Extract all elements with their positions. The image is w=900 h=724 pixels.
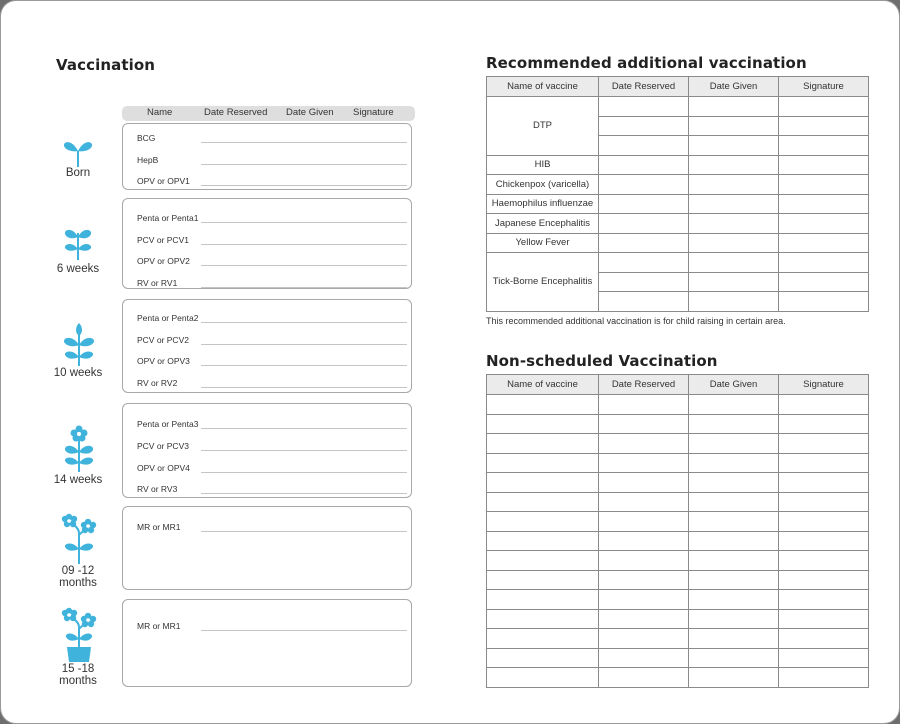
date-given-cell[interactable] (689, 512, 779, 532)
signature-cell[interactable] (779, 292, 869, 312)
table-row (487, 570, 869, 590)
date-given-cell[interactable] (689, 116, 779, 136)
table-row (487, 531, 869, 551)
col-signature: Signature (779, 375, 869, 395)
signature-cell[interactable] (779, 453, 869, 473)
entry-line[interactable] (201, 450, 407, 451)
signature-cell[interactable] (779, 97, 869, 117)
signature-cell[interactable] (779, 648, 869, 668)
vaccine-group-14-weeks (122, 403, 412, 498)
date-reserved-cell[interactable] (599, 590, 689, 610)
date-given-cell[interactable] (689, 175, 779, 195)
recommended-table (486, 76, 869, 312)
entry-line[interactable] (201, 493, 407, 494)
signature-cell[interactable] (779, 609, 869, 629)
date-reserved-cell[interactable] (599, 629, 689, 649)
date-given-cell[interactable] (689, 292, 779, 312)
date-reserved-cell[interactable] (599, 233, 689, 253)
vaccine-name: Haemophilus influenzae (487, 194, 599, 214)
age-line-1: 15 -18 (61, 663, 95, 675)
entry-line[interactable] (201, 265, 407, 266)
date-given-cell[interactable] (689, 668, 779, 688)
header-signature: Signature (353, 107, 394, 118)
date-given-cell[interactable] (689, 473, 779, 493)
entry-line[interactable] (201, 344, 407, 345)
signature-cell[interactable] (779, 590, 869, 610)
vaccine-name: Penta or Penta1 (137, 213, 199, 223)
name-cell[interactable] (487, 492, 599, 512)
signature-cell[interactable] (779, 434, 869, 454)
name-cell[interactable] (487, 668, 599, 688)
name-cell[interactable] (487, 473, 599, 493)
col-date-given: Date Given (689, 375, 779, 395)
date-reserved-cell[interactable] (599, 434, 689, 454)
date-reserved-cell[interactable] (599, 648, 689, 668)
entry-line[interactable] (201, 142, 407, 143)
name-cell[interactable] (487, 414, 599, 434)
vaccine-name: MR or MR1 (137, 621, 181, 631)
flower-plant-icon (61, 425, 97, 473)
signature-cell[interactable] (779, 473, 869, 493)
signature-cell[interactable] (779, 214, 869, 234)
date-given-cell[interactable] (689, 395, 779, 415)
vaccine-name: HepB (137, 155, 159, 165)
name-cell[interactable] (487, 570, 599, 590)
col-name-of-vaccine: Name of vaccine (487, 77, 599, 97)
date-given-cell[interactable] (689, 194, 779, 214)
signature-cell[interactable] (779, 395, 869, 415)
sprout-icon (61, 223, 95, 261)
date-given-cell[interactable] (689, 414, 779, 434)
vaccine-name: MR or MR1 (137, 522, 181, 532)
date-given-cell[interactable] (689, 648, 779, 668)
date-given-cell[interactable] (689, 590, 779, 610)
signature-cell[interactable] (779, 233, 869, 253)
col-date-reserved: Date Reserved (599, 375, 689, 395)
flowering-plant-icon (60, 513, 100, 565)
vaccine-name: OPV or OPV4 (137, 463, 190, 473)
vaccine-name: Penta or Penta2 (137, 313, 199, 323)
date-reserved-cell[interactable] (599, 272, 689, 292)
table-row (487, 648, 869, 668)
date-reserved-cell[interactable] (599, 214, 689, 234)
age-label-10-weeks: 10 weeks (53, 367, 103, 379)
table-row (487, 629, 869, 649)
vaccine-name: PCV or PCV2 (137, 335, 189, 345)
date-reserved-cell[interactable] (599, 136, 689, 156)
date-given-cell[interactable] (689, 233, 779, 253)
name-cell[interactable] (487, 512, 599, 532)
entry-line[interactable] (201, 387, 407, 388)
entry-line[interactable] (201, 164, 407, 165)
name-cell[interactable] (487, 453, 599, 473)
recommended-title: Recommended additional vaccination (486, 54, 807, 72)
date-given-cell[interactable] (689, 272, 779, 292)
table-row (487, 551, 869, 571)
name-cell[interactable] (487, 395, 599, 415)
table-row (487, 453, 869, 473)
date-given-cell[interactable] (689, 629, 779, 649)
table-row (487, 395, 869, 415)
col-date-reserved: Date Reserved (599, 77, 689, 97)
signature-cell[interactable] (779, 414, 869, 434)
signature-cell[interactable] (779, 253, 869, 273)
table-row (487, 590, 869, 610)
header-date-given: Date Given (286, 107, 334, 118)
vaccine-name: Penta or Penta3 (137, 419, 199, 429)
date-given-cell[interactable] (689, 551, 779, 571)
vaccine-name: OPV or OPV2 (137, 256, 190, 266)
name-cell[interactable] (487, 590, 599, 610)
signature-cell[interactable] (779, 194, 869, 214)
vaccine-name: RV or RV2 (137, 378, 178, 388)
date-reserved-cell[interactable] (599, 395, 689, 415)
entry-line[interactable] (201, 472, 407, 473)
table-row (487, 473, 869, 493)
signature-cell[interactable] (779, 492, 869, 512)
vaccine-name: RV or RV3 (137, 484, 178, 494)
table-row (487, 434, 869, 454)
date-reserved-cell[interactable] (599, 551, 689, 571)
name-cell[interactable] (487, 648, 599, 668)
name-cell[interactable] (487, 629, 599, 649)
date-given-cell[interactable] (689, 434, 779, 454)
header-date-reserved: Date Reserved (204, 107, 268, 118)
vaccine-name: RV or RV1 (137, 278, 178, 288)
vaccine-name: Chickenpox (varicella) (487, 175, 599, 195)
date-given-cell[interactable] (689, 609, 779, 629)
vaccine-name: HIB (487, 155, 599, 175)
nonscheduled-title: Non-scheduled Vaccination (486, 352, 718, 370)
date-given-cell[interactable] (689, 531, 779, 551)
age-label-14-weeks: 14 weeks (53, 474, 103, 486)
table-row (487, 414, 869, 434)
date-reserved-cell[interactable] (599, 194, 689, 214)
signature-cell[interactable] (779, 116, 869, 136)
date-reserved-cell[interactable] (599, 97, 689, 117)
date-reserved-cell[interactable] (599, 473, 689, 493)
recommended-note: This recommended additional vaccination is for child raising in certain area. (486, 316, 786, 326)
col-name-of-vaccine: Name of vaccine (487, 375, 599, 395)
name-cell[interactable] (487, 609, 599, 629)
signature-cell[interactable] (779, 512, 869, 532)
age-line-2: months (59, 675, 97, 687)
age-label-15-18-months (48, 663, 108, 687)
date-given-cell[interactable] (689, 97, 779, 117)
date-reserved-cell[interactable] (599, 155, 689, 175)
table-row (487, 609, 869, 629)
date-given-cell[interactable] (689, 570, 779, 590)
date-reserved-cell[interactable] (599, 453, 689, 473)
entry-line[interactable] (201, 287, 407, 288)
seedling-icon (61, 321, 97, 367)
signature-cell[interactable] (779, 531, 869, 551)
vaccine-name: Japanese Encephalitis (487, 214, 599, 234)
signature-cell[interactable] (779, 551, 869, 571)
vaccine-group-10-weeks (122, 299, 412, 393)
date-given-cell[interactable] (689, 253, 779, 273)
entry-line[interactable] (201, 244, 407, 245)
signature-cell[interactable] (779, 272, 869, 292)
vaccine-name: BCG (137, 133, 156, 143)
vaccine-name: DTP (487, 97, 599, 156)
entry-line[interactable] (201, 222, 407, 223)
signature-cell[interactable] (779, 629, 869, 649)
age-label-09-12-months (48, 565, 108, 589)
vaccine-group-6-weeks (122, 198, 412, 289)
signature-cell[interactable] (779, 155, 869, 175)
signature-cell[interactable] (779, 175, 869, 195)
date-reserved-cell[interactable] (599, 492, 689, 512)
name-cell[interactable] (487, 551, 599, 571)
entry-line[interactable] (201, 428, 407, 429)
table-row (487, 668, 869, 688)
entry-line[interactable] (201, 630, 407, 631)
date-given-cell[interactable] (689, 136, 779, 156)
nonscheduled-table (486, 374, 869, 688)
vaccine-name: OPV or OPV1 (137, 176, 190, 186)
date-reserved-cell[interactable] (599, 609, 689, 629)
date-given-cell[interactable] (689, 492, 779, 512)
age-label-6-weeks: 6 weeks (56, 263, 100, 275)
date-reserved-cell[interactable] (599, 175, 689, 195)
col-signature: Signature (779, 77, 869, 97)
col-date-given: Date Given (689, 77, 779, 97)
signature-cell[interactable] (779, 668, 869, 688)
potted-flower-icon (60, 607, 100, 663)
vaccine-name: Tick-Borne Encephalitis (487, 253, 599, 312)
name-cell[interactable] (487, 531, 599, 551)
vaccine-group-09-12-months (122, 506, 412, 590)
age-line-1: 09 -12 (61, 565, 95, 577)
table-row (487, 492, 869, 512)
vaccine-group-born (122, 123, 412, 190)
age-label-born: Born (65, 167, 91, 179)
date-reserved-cell[interactable] (599, 253, 689, 273)
date-given-cell[interactable] (689, 214, 779, 234)
vaccine-name: PCV or PCV3 (137, 441, 189, 451)
vaccination-title: Vaccination (56, 56, 156, 74)
vaccine-name: PCV or PCV1 (137, 235, 189, 245)
vaccine-name: OPV or OPV3 (137, 356, 190, 366)
date-reserved-cell[interactable] (599, 116, 689, 136)
date-reserved-cell[interactable] (599, 414, 689, 434)
date-reserved-cell[interactable] (599, 512, 689, 532)
entry-line[interactable] (201, 185, 407, 186)
signature-cell[interactable] (779, 570, 869, 590)
vaccine-group-15-18-months (122, 599, 412, 687)
sprout-icon (61, 137, 95, 169)
date-reserved-cell[interactable] (599, 531, 689, 551)
date-reserved-cell[interactable] (599, 668, 689, 688)
name-cell[interactable] (487, 434, 599, 454)
date-reserved-cell[interactable] (599, 570, 689, 590)
date-given-cell[interactable] (689, 155, 779, 175)
vaccination-header-bar (122, 106, 415, 121)
date-given-cell[interactable] (689, 453, 779, 473)
table-row (487, 512, 869, 532)
signature-cell[interactable] (779, 136, 869, 156)
date-reserved-cell[interactable] (599, 292, 689, 312)
vaccine-name: Yellow Fever (487, 233, 599, 253)
age-line-2: months (59, 577, 97, 589)
entry-line[interactable] (201, 531, 407, 532)
entry-line[interactable] (201, 322, 407, 323)
header-name: Name (147, 107, 173, 118)
entry-line[interactable] (201, 365, 407, 366)
